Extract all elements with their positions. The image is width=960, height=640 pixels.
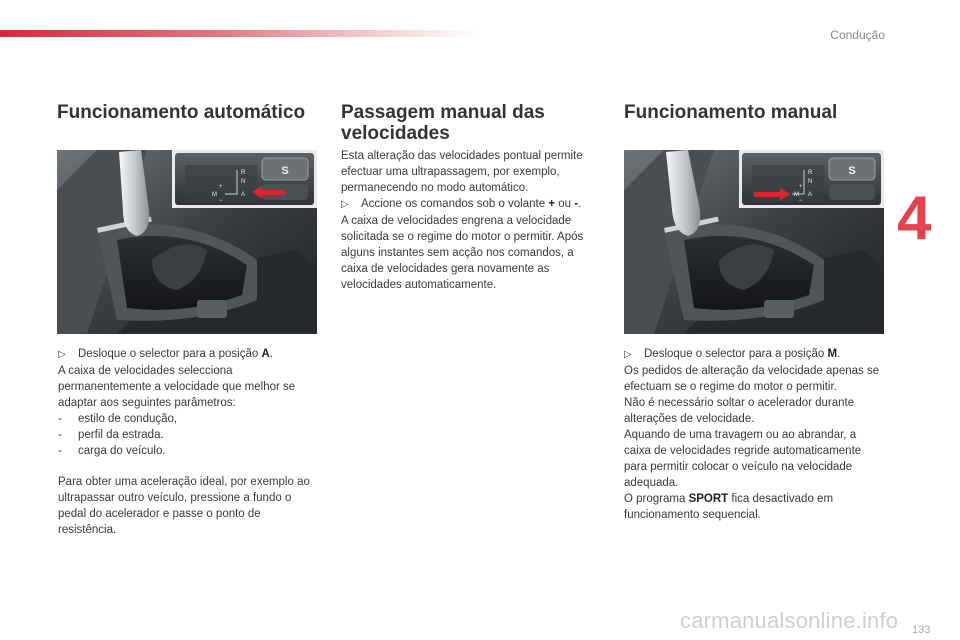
gear-plus-label: + <box>219 184 223 190</box>
sport-button-label: S <box>848 165 856 177</box>
automatic-body: A caixa de velocidades selecciona permanentemente a velocidade que melhor se adaptar aos seguintes parâmetros: <box>58 365 296 409</box>
heading-manual-passage: Passagem manual das velocidades <box>341 102 545 144</box>
gear-a-label: A <box>241 192 246 198</box>
gear-m-label: M <box>794 192 799 198</box>
heading-manual: Funcionamento manual <box>624 102 838 123</box>
manual-text <box>624 346 886 523</box>
manual-bullet: ▷ Desloque o selector para a posição M. <box>624 348 841 360</box>
gear-m-label: M <box>212 192 217 198</box>
gear-n-label: N <box>241 179 246 185</box>
manual-body-3: Aquando de uma travagem ou ao abrandar, a caixa de velocidades regride automaticamente para permitir colocar o veículo na velocidade adequada. <box>624 429 862 489</box>
chapter-number: 4 <box>897 184 932 253</box>
gear-a-label: A <box>808 192 813 198</box>
manual-body-1: Os pedidos de alteração da velocidade apenas se efectuam se o regime do motor o permitir. <box>624 365 880 393</box>
gear-minus-label: − <box>799 198 803 204</box>
list-item: - carga do veículo. <box>58 445 166 457</box>
heading-automatic: Funcionamento automático <box>57 102 306 123</box>
gear-plus-label: + <box>799 184 803 190</box>
passage-body: A caixa de velocidades engrena a velocidade solicitada se o regime do motor o permitir. Após alguns instantes sem acção nos comandos, a caixa de velocidades gera novamente as velocidades automaticamente. <box>341 215 584 291</box>
gear-selector-photo-automatic <box>57 150 317 334</box>
section-title: Condução <box>830 28 885 42</box>
manual-body-2: Não é necessário soltar o acelerador durante alterações de velocidade. <box>624 397 855 425</box>
passage-text <box>341 148 603 293</box>
gear-n-label: N <box>808 179 813 185</box>
automatic-text <box>58 346 320 459</box>
list-item: - estilo de condução, <box>58 413 178 425</box>
gear-selector-photo-manual <box>624 150 884 334</box>
header-accent-bar <box>0 30 480 37</box>
gear-r-label: R <box>241 170 246 176</box>
list-item: - perfil da estrada. <box>58 429 164 441</box>
automatic-acceleration-paragraph: Para obter uma aceleração ideal, por exemplo ao ultrapassar outro veículo, pressione a fundo o pedal do acelerador e passe o ponto de resistência. <box>58 476 310 536</box>
passage-bullet: ▷ Accione os comandos sob o volante + ou -. <box>341 198 582 210</box>
passage-intro: Esta alteração das velocidades pontual permite efectuar uma ultrapassagem, por exemplo, permanecendo no modo automático. <box>341 150 583 194</box>
watermark: carmanualsonline.info <box>680 608 899 633</box>
gear-minus-label: − <box>219 198 223 204</box>
manual-body-4: O programa SPORT fica desactivado em funcionamento sequencial. <box>624 493 834 521</box>
automatic-bullet: ▷ Desloque o selector para a posição A. <box>58 348 273 360</box>
page-number: 133 <box>912 624 931 636</box>
gear-r-label: R <box>808 170 813 176</box>
sport-button-label: S <box>281 165 289 177</box>
